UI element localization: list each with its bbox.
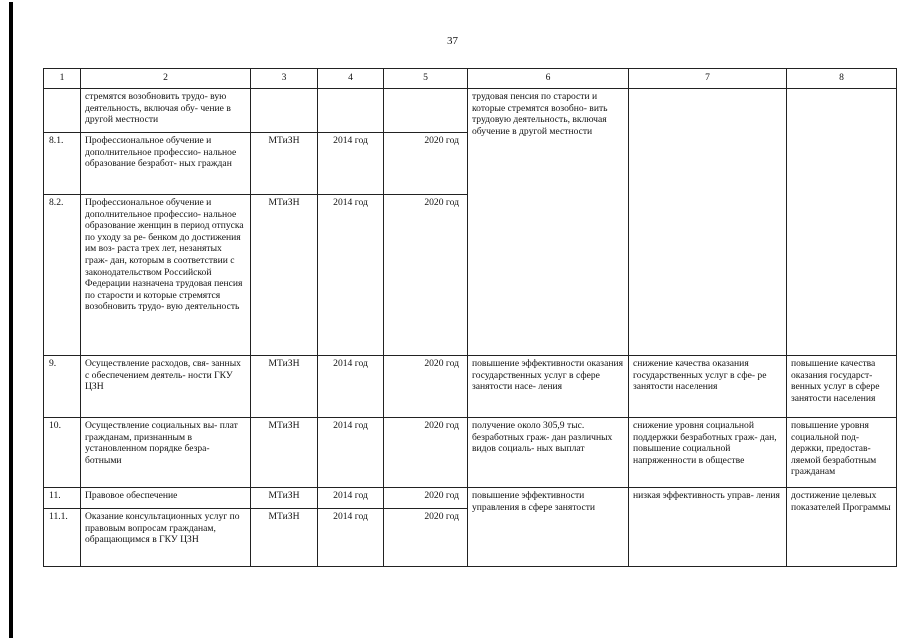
executor: МТиЗН — [251, 418, 318, 488]
start-year: 2014 год — [318, 509, 384, 567]
start-year: 2014 год — [318, 418, 384, 488]
header-cell-3: 3 — [251, 69, 318, 89]
table-row — [44, 356, 897, 418]
row-number: 11.1. — [44, 509, 81, 567]
indicator-link: повышение уровня социальной под- держки, предостав- ляемой безработным гражданам — [787, 418, 897, 488]
activity-name: Правовое обеспечение — [81, 488, 251, 509]
row-number: 10. — [44, 418, 81, 488]
expected-result: трудовая пенсия по старости и которые стремятся возобно- вить трудовую деятельность, включая обучение в другой местности — [468, 89, 629, 356]
non-implementation-consequence: низкая эффективность управ- ления — [629, 488, 787, 567]
row-number: 8.1. — [44, 133, 81, 195]
table-row — [44, 89, 897, 133]
row-number: 9. — [44, 356, 81, 418]
activity-name: Оказание консультационных услуг по правовым вопросам гражданам, обращающимся в ГКУ ЦЗН — [81, 509, 251, 567]
page-number: 37 — [447, 35, 458, 47]
activity-name: Профессиональное обучение и дополнительное профессио- нальное образование женщин в период отпуска по уходу за ре- бенком до достижения им воз- раста трех лет, незанятых граж- дан, которым в соответствии с законодательством Российской Федерации назначена трудовая пенсия по старости и которые стремятся возобновить трудо- вую деятельность — [81, 195, 251, 356]
indicator-link: повышение качества оказания государст- венных услуг в сфере занятости населения — [787, 356, 897, 418]
activity-name: Профессиональное обучение и дополнительное профессио- нальное образование безработ- ных граждан — [81, 133, 251, 195]
indicator-link: достижение целевых показателей Программы — [787, 488, 897, 567]
executor: МТиЗН — [251, 509, 318, 567]
end-year: 2020 год — [384, 509, 468, 567]
header-cell-6: 6 — [468, 69, 629, 89]
start-year — [318, 89, 384, 133]
program-activities-table — [43, 68, 897, 567]
start-year: 2014 год — [318, 488, 384, 509]
executor — [251, 89, 318, 133]
end-year: 2020 год — [384, 356, 468, 418]
executor: МТиЗН — [251, 195, 318, 356]
executor: МТиЗН — [251, 356, 318, 418]
end-year: 2020 год — [384, 133, 468, 195]
header-cell-4: 4 — [318, 69, 384, 89]
header-cell-8: 8 — [787, 69, 897, 89]
header-cell-1: 1 — [44, 69, 81, 89]
row-number — [44, 89, 81, 133]
expected-result: получение около 305,9 тыс. безработных граж- дан различных видов социаль- ных выплат — [468, 418, 629, 488]
end-year — [384, 89, 468, 133]
executor: МТиЗН — [251, 488, 318, 509]
end-year: 2020 год — [384, 195, 468, 356]
start-year: 2014 год — [318, 356, 384, 418]
non-implementation-consequence — [629, 89, 787, 356]
header-cell-7: 7 — [629, 69, 787, 89]
non-implementation-consequence: снижение уровня социальной поддержки безработных граж- дан, повышение социальной напряженности в обществе — [629, 418, 787, 488]
non-implementation-consequence: снижение качества оказания государственных услуг в сфе- ре занятости населения — [629, 356, 787, 418]
start-year: 2014 год — [318, 133, 384, 195]
indicator-link — [787, 89, 897, 356]
expected-result: повышение эффективности управления в сфере занятости — [468, 488, 629, 567]
end-year: 2020 год — [384, 418, 468, 488]
end-year: 2020 год — [384, 488, 468, 509]
activity-name: Осуществление расходов, свя- занных с обеспечением деятель- ности ГКУ ЦЗН — [81, 356, 251, 418]
activity-name: Осуществление социальных вы- плат гражданам, признанным в установленном порядке безра- ботными — [81, 418, 251, 488]
header-cell-5: 5 — [384, 69, 468, 89]
row-number: 8.2. — [44, 195, 81, 356]
row-number: 11. — [44, 488, 81, 509]
executor: МТиЗН — [251, 133, 318, 195]
table-row — [44, 488, 897, 509]
expected-result: повышение эффективности оказания государственных услуг в сфере занятости насе- ления — [468, 356, 629, 418]
header-cell-2: 2 — [81, 69, 251, 89]
start-year: 2014 год — [318, 195, 384, 356]
scan-edge-bar — [9, 2, 13, 638]
activity-name: стремятся возобновить трудо- вую деятельность, включая обу- чение в другой местности — [81, 89, 251, 133]
table-row — [44, 418, 897, 488]
header-row — [44, 69, 897, 89]
